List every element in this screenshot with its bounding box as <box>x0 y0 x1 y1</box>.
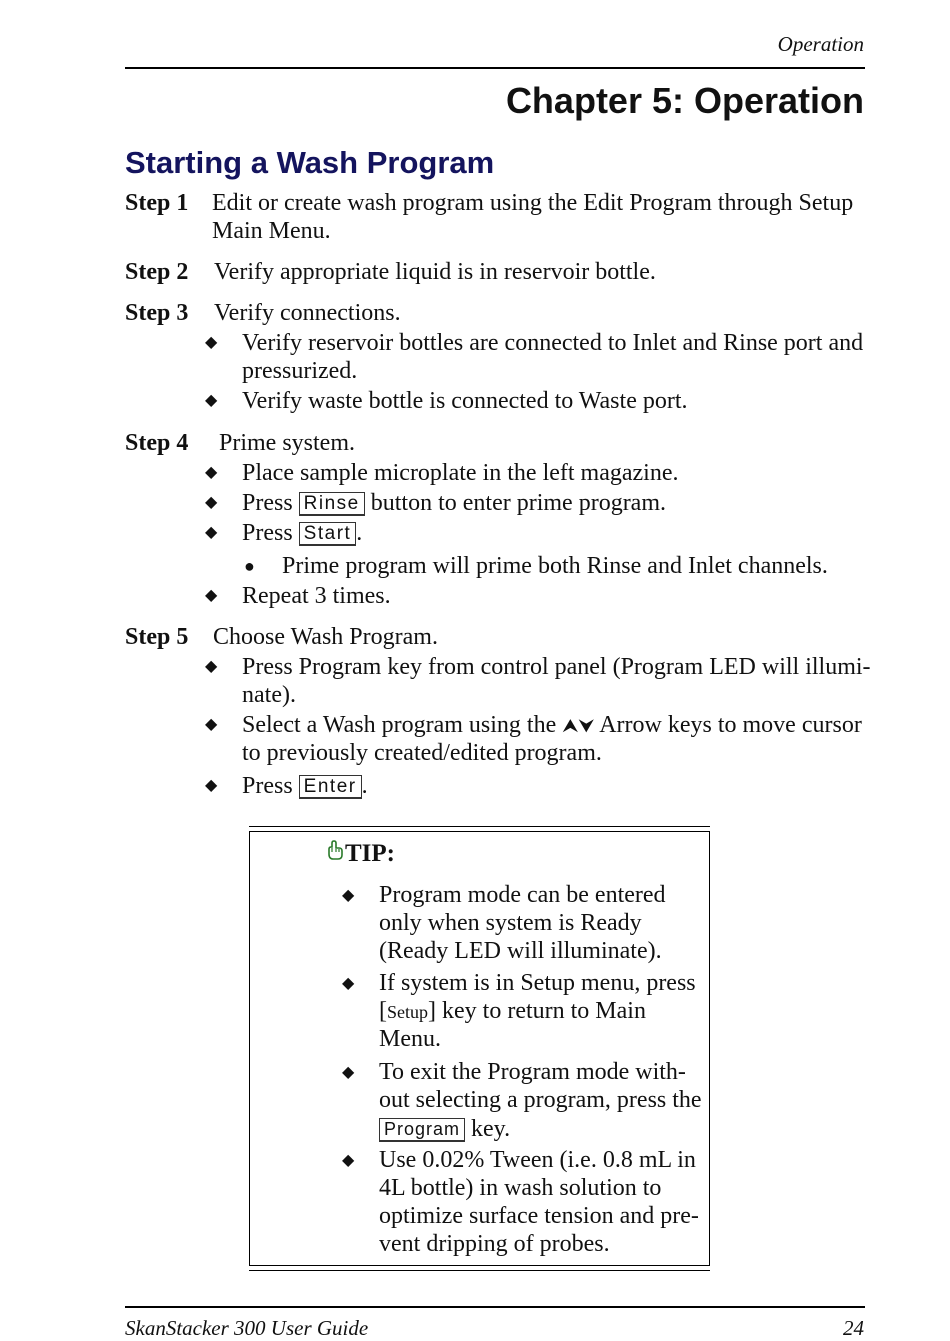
step-4-text: Prime system. <box>219 430 355 456</box>
diamond-bullet-icon: ◆ <box>205 464 218 481</box>
page-number: 24 <box>843 1316 864 1340</box>
step-4-label: Step 4 <box>125 430 189 456</box>
step-1-text-cont: Main Menu. <box>212 218 331 244</box>
diamond-bullet-icon: ◆ <box>205 716 218 733</box>
footer-guide-title: SkanStacker 300 User Guide <box>125 1316 369 1340</box>
tip-text: If system is in Setup menu, press <box>379 970 696 996</box>
footer-rule <box>125 1306 865 1308</box>
section-title: Starting a Wash Program <box>125 145 495 180</box>
diamond-bullet-icon: ◆ <box>205 334 218 351</box>
step-1-label: Step 1 <box>125 190 189 216</box>
tip-text-cont: vent dripping of probes. <box>379 1231 610 1257</box>
step-3-label: Step 3 <box>125 300 189 326</box>
tip-text-cont: Menu. <box>379 1026 441 1052</box>
rinse-key: Rinse <box>299 492 365 516</box>
tip-text: Program mode can be entered <box>379 882 666 908</box>
bullet-text: Select a Wash program using the ⮝⮟ Arrow keys to move cursor <box>242 712 862 738</box>
step-3-text: Verify connections. <box>214 300 401 326</box>
start-key: Start <box>299 522 357 546</box>
bullet-text-cont: nate). <box>242 682 296 708</box>
chapter-title: Chapter 5: Operation <box>505 80 864 121</box>
arrow-keys-icon: ⮝⮟ <box>562 715 595 737</box>
bullet-text: Press Start . <box>242 520 363 546</box>
setup-key: Setup <box>387 1002 429 1022</box>
bullet-text: Press Rinse button to enter prime program. <box>242 490 667 516</box>
enter-key: Enter <box>299 775 362 799</box>
header-rule <box>125 67 865 69</box>
bullet-text: Press Enter . <box>242 773 368 799</box>
step-1-text: Edit or create wash program using the Edit Program through Setup <box>212 190 854 216</box>
pointing-hand-icon <box>326 840 344 867</box>
bullet-text: Place sample microplate in the left magazine. <box>242 460 679 486</box>
diamond-bullet-icon: ◆ <box>205 587 218 604</box>
running-header: Operation <box>777 32 864 56</box>
tip-text: Use 0.02% Tween (i.e. 0.8 mL in <box>379 1147 696 1173</box>
bullet-text-cont: pressurized. <box>242 358 358 384</box>
step-5-label: Step 5 <box>125 624 189 650</box>
tip-text-cont: Program key. <box>379 1115 510 1143</box>
diamond-bullet-icon: ◆ <box>205 777 218 794</box>
diamond-bullet-icon: ◆ <box>342 887 355 904</box>
step-2-label: Step 2 <box>125 259 189 285</box>
tip-text-cont: optimize surface tension and pre- <box>379 1203 699 1229</box>
tip-text: To exit the Program mode with- <box>379 1059 686 1085</box>
round-bullet-icon: ● <box>244 556 255 576</box>
diamond-bullet-icon: ◆ <box>205 494 218 511</box>
tip-title: TIP: <box>345 840 395 867</box>
bullet-text: Repeat 3 times. <box>242 583 391 609</box>
step-2-text: Verify appropriate liquid is in reservoir bottle. <box>214 259 656 285</box>
program-key: Program <box>379 1118 465 1142</box>
sub-bullet-text: Prime program will prime both Rinse and Inlet channels. <box>282 553 828 579</box>
tip-text-cont: 4L bottle) in wash solution to <box>379 1175 662 1201</box>
tip-box <box>249 826 710 1271</box>
tip-text-cont: [Setup] key to return to Main <box>379 998 646 1024</box>
bullet-text: Verify waste bottle is connected to Waste port. <box>242 388 688 414</box>
diamond-bullet-icon: ◆ <box>205 392 218 409</box>
diamond-bullet-icon: ◆ <box>205 658 218 675</box>
bullet-text: Verify reservoir bottles are connected to Inlet and Rinse port and <box>242 330 864 356</box>
diamond-bullet-icon: ◆ <box>342 975 355 992</box>
bullet-text: Press Program key from control panel (Program LED will illumi- <box>242 654 871 680</box>
diamond-bullet-icon: ◆ <box>205 524 218 541</box>
tip-text-cont: only when system is Ready <box>379 910 642 936</box>
step-5-text: Choose Wash Program. <box>213 624 438 650</box>
tip-text-cont: (Ready LED will illuminate). <box>379 938 662 964</box>
diamond-bullet-icon: ◆ <box>342 1064 355 1081</box>
bullet-text-cont: to previously created/edited program. <box>242 740 602 766</box>
diamond-bullet-icon: ◆ <box>342 1152 355 1169</box>
tip-text-cont: out selecting a program, press the <box>379 1087 702 1113</box>
